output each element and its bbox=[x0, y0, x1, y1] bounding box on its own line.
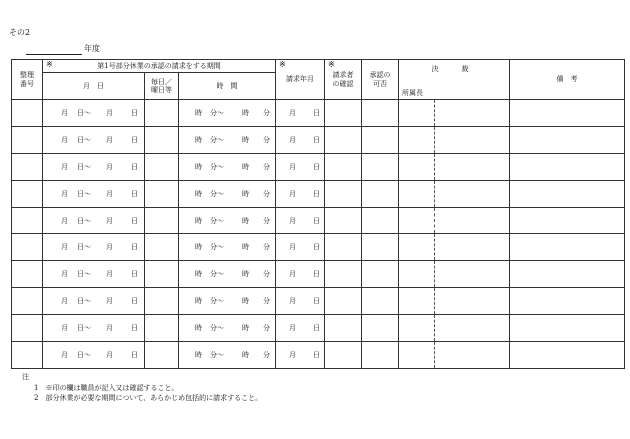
staff-entry-mark: ※ bbox=[328, 60, 335, 69]
request-date-cell[interactable]: 月 日 bbox=[276, 315, 325, 342]
serial-number-cell[interactable] bbox=[12, 342, 43, 369]
table-row bbox=[12, 126, 625, 153]
decision-cell[interactable] bbox=[435, 100, 510, 127]
table-row bbox=[12, 100, 625, 127]
requester-confirm-cell[interactable] bbox=[325, 207, 362, 234]
time-cell[interactable]: 時 分〜 時 分 bbox=[179, 153, 276, 180]
month-day-header: 月 日 bbox=[43, 73, 145, 100]
request-date-cell[interactable]: 月 日 bbox=[276, 126, 325, 153]
requester-confirm-cell[interactable] bbox=[325, 234, 362, 261]
requester-confirm-cell[interactable] bbox=[325, 315, 362, 342]
frequency-cell[interactable] bbox=[145, 180, 179, 207]
requester-confirm-cell[interactable] bbox=[325, 100, 362, 127]
month-day-cell[interactable]: 月 日〜 月 日 bbox=[43, 234, 145, 261]
decision-cell[interactable] bbox=[435, 153, 510, 180]
office-head-cell[interactable] bbox=[399, 315, 435, 342]
month-day-cell[interactable]: 月 日〜 月 日 bbox=[43, 288, 145, 315]
frequency-cell[interactable] bbox=[145, 288, 179, 315]
time-cell[interactable]: 時 分〜 時 分 bbox=[179, 100, 276, 127]
remarks-cell[interactable] bbox=[510, 234, 625, 261]
note-item: 1 ※印の欄は職員が記入又は確認すること。 bbox=[34, 383, 179, 392]
month-day-cell[interactable]: 月 日〜 月 日 bbox=[43, 207, 145, 234]
staff-entry-mark: ※ bbox=[46, 60, 53, 69]
approval-cell[interactable] bbox=[362, 288, 399, 315]
time-cell[interactable]: 時 分〜 時 分 bbox=[179, 315, 276, 342]
remarks-cell[interactable] bbox=[510, 261, 625, 288]
month-day-cell[interactable]: 月 日〜 月 日 bbox=[43, 261, 145, 288]
decision-cell[interactable] bbox=[435, 180, 510, 207]
decision-cell[interactable] bbox=[435, 261, 510, 288]
office-head-cell[interactable] bbox=[399, 288, 435, 315]
requester-confirm-cell[interactable] bbox=[325, 288, 362, 315]
request-date-cell[interactable]: 月 日 bbox=[276, 207, 325, 234]
requester-confirm-cell[interactable] bbox=[325, 126, 362, 153]
approval-cell[interactable] bbox=[362, 180, 399, 207]
approval-cell[interactable] bbox=[362, 261, 399, 288]
remarks-cell[interactable] bbox=[510, 288, 625, 315]
requester-confirm-cell[interactable] bbox=[325, 342, 362, 369]
decision-header: 決 裁 所属長 bbox=[399, 60, 510, 100]
requester-confirm-cell[interactable] bbox=[325, 180, 362, 207]
approval-cell[interactable] bbox=[362, 315, 399, 342]
remarks-cell[interactable] bbox=[510, 126, 625, 153]
table-row bbox=[12, 234, 625, 261]
remarks-cell[interactable] bbox=[510, 207, 625, 234]
frequency-cell[interactable] bbox=[145, 261, 179, 288]
notes-title: 注 bbox=[22, 373, 29, 381]
month-day-cell[interactable]: 月 日〜 月 日 bbox=[43, 100, 145, 127]
table-row bbox=[12, 288, 625, 315]
frequency-cell[interactable] bbox=[145, 100, 179, 127]
time-cell[interactable]: 時 分〜 時 分 bbox=[179, 288, 276, 315]
table-row bbox=[12, 180, 625, 207]
remarks-cell[interactable] bbox=[510, 153, 625, 180]
serial-number-cell[interactable] bbox=[12, 207, 43, 234]
requester-confirm-header: ※ 請求者 の確認 bbox=[325, 60, 362, 100]
month-day-cell[interactable]: 月 日〜 月 日 bbox=[43, 315, 145, 342]
serial-number-cell[interactable] bbox=[12, 234, 43, 261]
office-head-cell[interactable] bbox=[399, 100, 435, 127]
time-cell[interactable]: 時 分〜 時 分 bbox=[179, 207, 276, 234]
approval-cell[interactable] bbox=[362, 342, 399, 369]
time-cell[interactable]: 時 分〜 時 分 bbox=[179, 342, 276, 369]
remarks-cell[interactable] bbox=[510, 315, 625, 342]
decision-cell[interactable] bbox=[435, 234, 510, 261]
table-row bbox=[12, 207, 625, 234]
remarks-cell[interactable] bbox=[510, 180, 625, 207]
request-date-header: ※ 請求年月 bbox=[276, 60, 325, 100]
frequency-cell[interactable] bbox=[145, 207, 179, 234]
request-date-cell[interactable]: 月 日 bbox=[276, 234, 325, 261]
approval-cell[interactable] bbox=[362, 207, 399, 234]
frequency-cell[interactable] bbox=[145, 234, 179, 261]
office-head-cell[interactable] bbox=[399, 153, 435, 180]
office-head-cell[interactable] bbox=[399, 207, 435, 234]
notes bbox=[22, 372, 263, 404]
approval-cell[interactable] bbox=[362, 126, 399, 153]
frequency-cell[interactable] bbox=[145, 126, 179, 153]
note-item: 2 部分休業が必要な期間について、あらかじめ包括的に請求すること。 bbox=[34, 394, 263, 402]
requester-confirm-cell[interactable] bbox=[325, 261, 362, 288]
office-head-cell[interactable] bbox=[399, 180, 435, 207]
decision-cell[interactable] bbox=[435, 207, 510, 234]
table-row bbox=[12, 315, 625, 342]
period-group-header: ※ 第1号部分休業の承認の請求をする期間 bbox=[43, 60, 276, 73]
time-cell[interactable]: 時 分〜 時 分 bbox=[179, 234, 276, 261]
request-date-cell[interactable]: 月 日 bbox=[276, 100, 325, 127]
remarks-header: 備 考 bbox=[510, 60, 625, 100]
decision-cell[interactable] bbox=[435, 288, 510, 315]
staff-entry-mark: ※ bbox=[279, 60, 286, 69]
time-cell[interactable]: 時 分〜 時 分 bbox=[179, 180, 276, 207]
frequency-cell[interactable] bbox=[145, 153, 179, 180]
remarks-cell[interactable] bbox=[510, 100, 625, 127]
partial-leave-request-table bbox=[11, 59, 625, 369]
frequency-cell[interactable] bbox=[145, 315, 179, 342]
decision-cell[interactable] bbox=[435, 315, 510, 342]
serial-number-header: 整理 番号 bbox=[12, 60, 43, 100]
approval-cell[interactable] bbox=[362, 153, 399, 180]
table-row bbox=[12, 261, 625, 288]
approval-cell[interactable] bbox=[362, 234, 399, 261]
approval-cell[interactable] bbox=[362, 100, 399, 127]
request-date-cell[interactable]: 月 日 bbox=[276, 153, 325, 180]
serial-number-cell[interactable] bbox=[12, 153, 43, 180]
serial-number-cell[interactable] bbox=[12, 100, 43, 127]
office-head-cell[interactable] bbox=[399, 234, 435, 261]
serial-number-cell[interactable] bbox=[12, 180, 43, 207]
time-cell[interactable]: 時 分〜 時 分 bbox=[179, 126, 276, 153]
decision-cell[interactable] bbox=[435, 126, 510, 153]
table-row bbox=[12, 153, 625, 180]
request-date-cell[interactable]: 月 日 bbox=[276, 288, 325, 315]
year-input-line[interactable] bbox=[26, 44, 82, 55]
serial-number-cell[interactable] bbox=[12, 288, 43, 315]
requester-confirm-cell[interactable] bbox=[325, 153, 362, 180]
page-label: その2 bbox=[9, 28, 31, 37]
approval-header: 承認の 可否 bbox=[362, 60, 399, 100]
request-date-cell[interactable]: 月 日 bbox=[276, 180, 325, 207]
office-head-cell[interactable] bbox=[399, 261, 435, 288]
time-cell[interactable]: 時 分〜 時 分 bbox=[179, 261, 276, 288]
request-date-cell[interactable]: 月 日 bbox=[276, 261, 325, 288]
month-day-cell[interactable]: 月 日〜 月 日 bbox=[43, 126, 145, 153]
month-day-cell[interactable]: 月 日〜 月 日 bbox=[43, 153, 145, 180]
request-date-cell[interactable]: 月 日 bbox=[276, 342, 325, 369]
office-head-label: 所属長 bbox=[402, 88, 423, 97]
remarks-cell[interactable] bbox=[510, 342, 625, 369]
office-head-cell[interactable] bbox=[399, 342, 435, 369]
month-day-cell[interactable]: 月 日〜 月 日 bbox=[43, 180, 145, 207]
year-label: 年度 bbox=[84, 44, 100, 53]
serial-number-cell[interactable] bbox=[12, 126, 43, 153]
frequency-cell[interactable] bbox=[145, 342, 179, 369]
serial-number-cell[interactable] bbox=[12, 261, 43, 288]
frequency-header: 毎日／ 曜日等 bbox=[145, 73, 179, 100]
serial-number-cell[interactable] bbox=[12, 315, 43, 342]
office-head-cell[interactable] bbox=[399, 126, 435, 153]
time-header: 時 間 bbox=[179, 73, 276, 100]
decision-cell[interactable] bbox=[435, 342, 510, 369]
table-row bbox=[12, 342, 625, 369]
month-day-cell[interactable]: 月 日〜 月 日 bbox=[43, 342, 145, 369]
